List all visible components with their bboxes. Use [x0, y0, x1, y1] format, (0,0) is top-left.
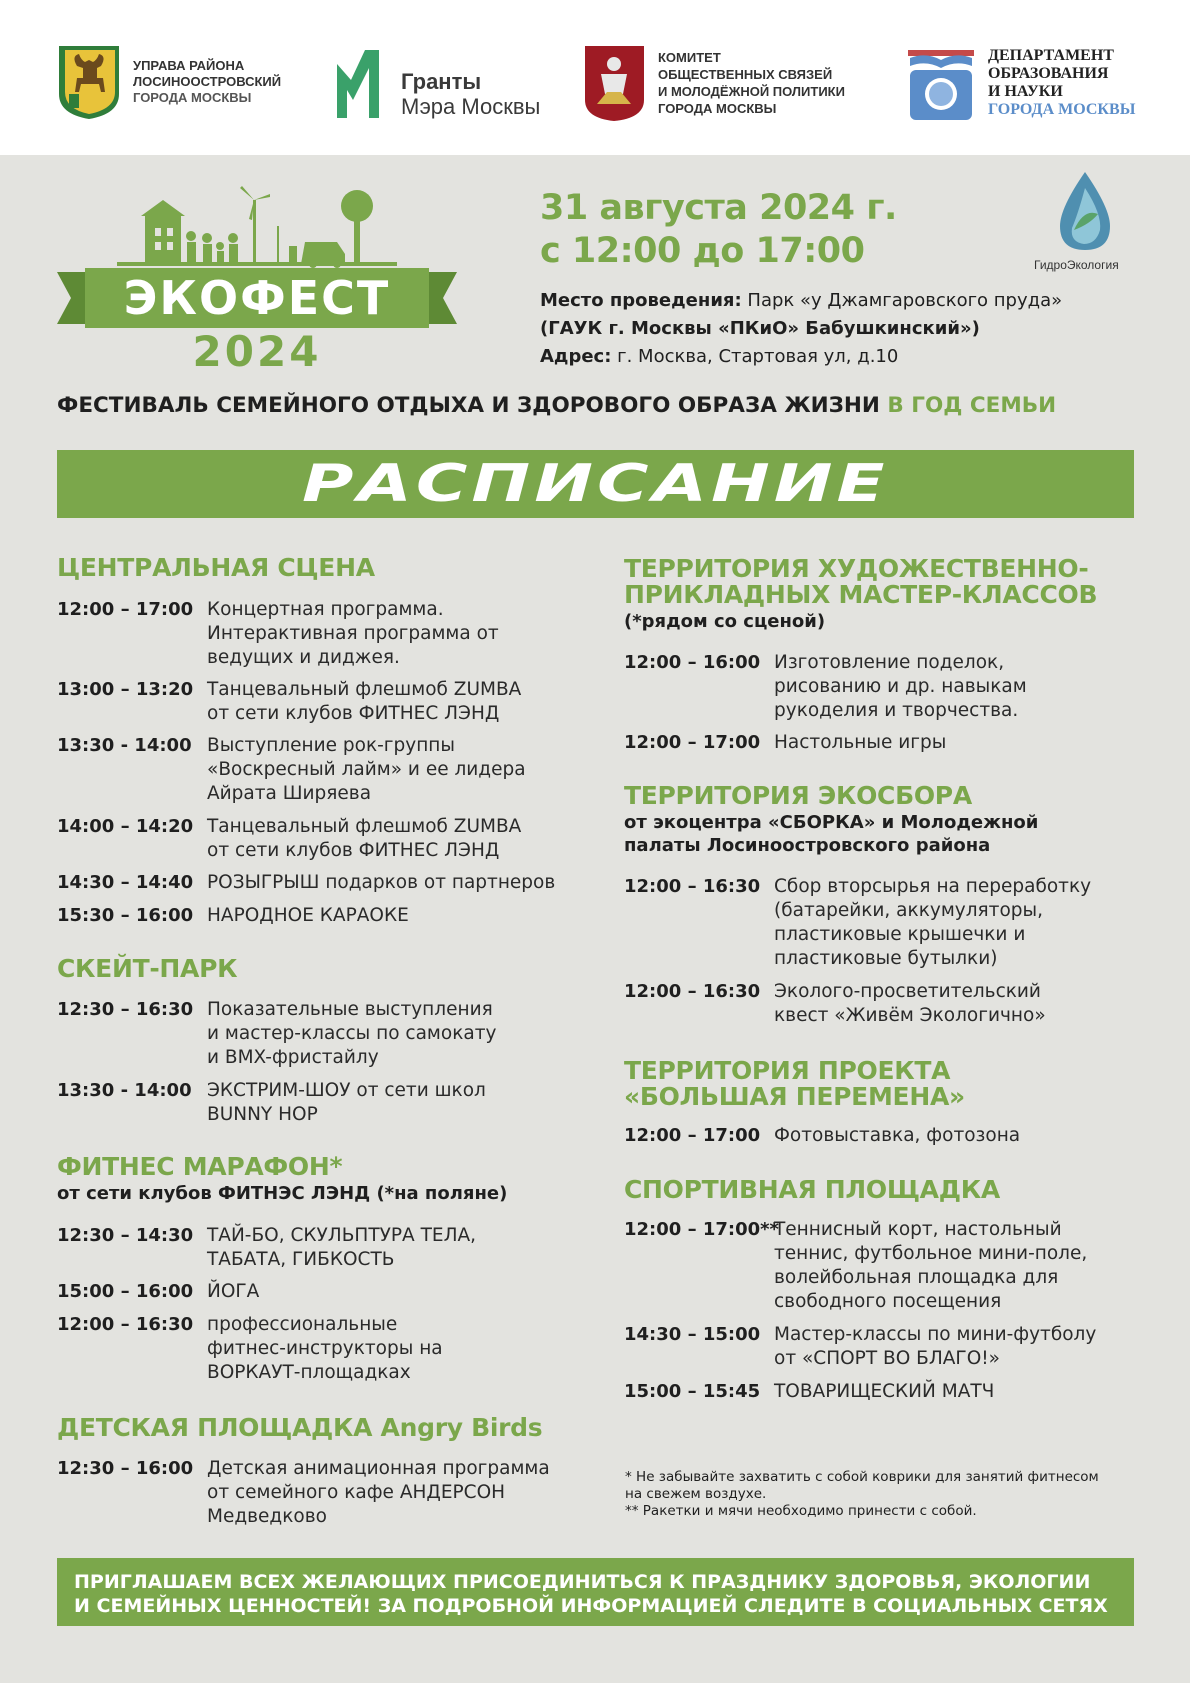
festival-headline-main: ФЕСТИВАЛЬ СЕМЕЙНОГО ОТДЫХА И ЗДОРОВОГО ОБРАЗА ЖИЗНИ — [57, 393, 888, 418]
section-title: ФИТНЕС МАРАФОН* — [57, 1152, 343, 1181]
row-desc: Танцевальный флешмоб ZUMBA от сети клубов ФИТНЕС ЛЭНД — [207, 679, 522, 724]
festival-headline — [57, 393, 1056, 418]
schedule-row — [57, 1457, 550, 1529]
row-time: 12:00 – 17:00 — [57, 599, 194, 620]
section-title: ЦЕНТРАЛЬНАЯ СЦЕНА — [57, 553, 375, 582]
venue-label: Место проведения: — [540, 290, 742, 311]
row-desc: Выступление рок-группы «Воскресный лайм» и ее лидера Айрата Ширяева — [207, 735, 526, 804]
moose-emblem-icon — [57, 44, 121, 120]
row-time: 12:30 – 16:00 — [57, 1458, 194, 1479]
section-subtitle-line-2: палаты Лосиноостровского района — [624, 835, 991, 856]
schedule-row — [57, 871, 555, 895]
schedule-row — [57, 1224, 476, 1272]
row-time: 15:30 – 16:00 — [57, 905, 194, 926]
section-title-line-1: ТЕРРИТОРИЯ ПРОЕКТА — [624, 1056, 951, 1085]
schedule-row — [57, 678, 521, 726]
row-time: 12:00 – 16:30 — [624, 981, 761, 1002]
dept-line-2: ОБРАЗОВАНИЯ — [988, 65, 1109, 82]
event-date: 31 августа 2024 г. — [540, 188, 897, 228]
schedule-row — [57, 598, 499, 670]
grants-logo — [331, 44, 540, 122]
row-time: 13:30 - 14:00 — [57, 1080, 192, 1101]
row-time: 13:30 - 14:00 — [57, 735, 192, 756]
row-desc: Мастер-классы по мини-футболу от «СПОРТ ВО БЛАГО!» — [774, 1324, 1097, 1369]
section-sports-ground — [624, 1177, 1000, 1203]
section-title: СПОРТИВНАЯ ПЛОЩАДКА — [624, 1175, 1000, 1204]
schedule-banner — [57, 450, 1134, 518]
section-eco-collection — [624, 783, 1038, 857]
row-desc: ЙОГА — [207, 1281, 260, 1302]
section-title: ДЕТСКАЯ ПЛОЩАДКА Angry Birds — [57, 1413, 543, 1442]
grants-line-2: Мэра Москвы — [401, 94, 541, 119]
row-desc: Эколого-просветительский квест «Живём Экологично» — [774, 981, 1046, 1026]
schedule-title: РАСПИСАНИЕ — [302, 454, 889, 514]
row-time: 12:30 – 16:30 — [57, 999, 194, 1020]
section-title: СКЕЙТ-ПАРК — [57, 954, 238, 983]
schedule-row — [624, 1218, 1087, 1314]
venue-block — [540, 287, 1062, 371]
hydroecology-drop-icon — [1050, 168, 1120, 258]
row-time: 14:30 – 15:00 — [624, 1324, 761, 1345]
moscow-coat-of-arms-icon — [583, 44, 646, 122]
row-time: 13:00 – 13:20 — [57, 679, 194, 700]
row-desc: Показательные выступления и мастер-классы по самокату и BMX-фристайлу — [207, 999, 497, 1068]
ecofest-year: 2024 — [192, 327, 322, 372]
schedule-row — [624, 1124, 1020, 1148]
row-desc: Сбор вторсырья на переработку (батарейки, аккумуляторы, пластиковые крышечки и пластиковые бутылки) — [774, 876, 1092, 969]
schedule-row — [57, 904, 409, 928]
grants-m-icon — [331, 44, 393, 122]
schedule-row — [624, 980, 1046, 1028]
uprava-line-1: УПРАВА РАЙОНА — [133, 58, 245, 73]
row-desc: ЭКСТРИМ-ШОУ от сети школ BUNNY HOP — [207, 1080, 486, 1125]
schedule-row — [624, 875, 1091, 971]
section-crafts — [624, 556, 1097, 633]
row-desc: Танцевальный флешмоб ZUMBA от сети клубов ФИТНЕС ЛЭНД — [207, 816, 522, 861]
row-desc: Концертная программа. Интерактивная программа от ведущих и диджея. — [207, 599, 499, 668]
schedule-row — [57, 1280, 259, 1304]
section-big-change — [624, 1058, 965, 1110]
uprava-logo — [57, 44, 281, 120]
section-title-line-2: «БОЛЬШАЯ ПЕРЕМЕНА» — [624, 1082, 965, 1111]
schedule-row — [624, 731, 946, 755]
schedule-row — [57, 998, 496, 1070]
hydroecology-name: ГидроЭкология — [1034, 258, 1119, 272]
section-title-line-2: ПРИКЛАДНЫХ МАСТЕР-КЛАССОВ — [624, 580, 1098, 609]
row-desc: Изготовление поделок, рисованию и др. навыкам рукоделия и творчества. — [774, 652, 1027, 721]
footnote-mats: * Не забывайте захватить с собой коврики для занятий фитнесом на свежем воздухе. — [625, 1469, 1099, 1502]
row-desc: Детская анимационная программа от семейного кафе АНДЕРСОН Медведково — [207, 1458, 550, 1527]
section-central-stage — [57, 555, 375, 581]
dept-logo — [906, 42, 1135, 124]
section-subtitle-line-1: от экоцентра «СБОРКА» и Молодежной — [624, 812, 1039, 833]
address-value: г. Москва, Стартовая ул, д.10 — [611, 346, 899, 367]
uprava-line-3: ГОРОДА МОСКВЫ — [133, 90, 252, 105]
section-title: ТЕРРИТОРИЯ ЭКОСБОРА — [624, 781, 972, 810]
schedule-row — [57, 815, 521, 863]
row-desc: ТОВАРИЩЕСКИЙ МАТЧ — [774, 1381, 995, 1402]
dept-line-4: ГОРОДА МОСКВЫ — [988, 101, 1136, 118]
grants-line-1: Гранты — [401, 69, 482, 94]
komitet-line-1: КОМИТЕТ — [658, 50, 721, 65]
footnote-rackets: ** Ракетки и мячи необходимо принести с собой. — [625, 1503, 977, 1519]
row-desc: профессиональные фитнес-инструкторы на ВОРКАУТ-площадках — [207, 1314, 443, 1383]
row-time: 12:30 – 14:30 — [57, 1225, 194, 1246]
city-silhouette-icon — [117, 186, 397, 268]
sponsor-header — [0, 0, 1190, 155]
schedule-row — [624, 651, 1027, 723]
row-desc: РОЗЫГРЫШ подарков от партнеров — [207, 872, 556, 893]
komitet-line-2: ОБЩЕСТВЕННЫХ СВЯЗЕЙ — [658, 67, 833, 82]
row-time: 12:00 – 16:30 — [57, 1314, 194, 1335]
ecofest-logo — [57, 176, 457, 372]
section-subtitle: (*рядом со сценой) — [624, 611, 826, 632]
row-time: 12:00 – 17:00** — [624, 1219, 779, 1240]
komitet-line-3: И МОЛОДЁЖНОЙ ПОЛИТИКИ — [658, 84, 845, 99]
row-desc: Настольные игры — [774, 732, 947, 753]
open-book-globe-icon — [906, 42, 976, 124]
dept-line-1: ДЕПАРТАМЕНТ — [988, 47, 1114, 64]
section-fitness-marathon — [57, 1154, 507, 1205]
schedule-row — [57, 734, 526, 806]
row-time: 14:00 – 14:20 — [57, 816, 194, 837]
festival-headline-accent: В ГОД СЕМЬИ — [887, 393, 1057, 418]
section-subtitle: от сети клубов ФИТНЭС ЛЭНД (*на поляне) — [57, 1183, 508, 1204]
dept-line-3: И НАУКИ — [988, 83, 1063, 100]
uprava-line-2: ЛОСИНООСТРОВСКИЙ — [133, 74, 282, 89]
section-kids-playground — [57, 1415, 542, 1441]
row-time: 12:00 – 16:00 — [624, 652, 761, 673]
section-title-line-1: ТЕРРИТОРИЯ ХУДОЖЕСТВЕННО- — [624, 554, 1089, 583]
footer-line-2: И СЕМЕЙНЫХ ЦЕННОСТЕЙ! ЗА ПОДРОБНОЙ ИНФОРМАЦИЕЙ СЛЕДИТЕ В СОЦИАЛЬНЫХ СЕТЯХ — [74, 1595, 1108, 1617]
row-time: 12:00 – 17:00 — [624, 1125, 761, 1146]
row-time: 12:00 – 17:00 — [624, 732, 761, 753]
row-time: 12:00 – 16:30 — [624, 876, 761, 897]
komitet-line-4: ГОРОДА МОСКВЫ — [658, 101, 777, 116]
schedule-row — [57, 1079, 486, 1127]
row-desc: ТАЙ-БО, СКУЛЬПТУРА ТЕЛА, ТАБАТА, ГИБКОСТЬ — [207, 1225, 477, 1270]
schedule-row — [624, 1380, 994, 1404]
event-time: с 12:00 до 17:00 — [540, 231, 865, 271]
row-desc: Фотовыставка, фотозона — [774, 1125, 1021, 1146]
footer-invitation — [57, 1558, 1134, 1626]
row-time: 14:30 – 14:40 — [57, 872, 194, 893]
row-time: 15:00 – 16:00 — [57, 1281, 194, 1302]
row-time: 15:00 – 15:45 — [624, 1381, 761, 1402]
ecofest-word: ЭКОФЕСТ — [123, 271, 391, 325]
schedule-row — [624, 1323, 1096, 1371]
row-desc: НАРОДНОЕ КАРАОКЕ — [207, 905, 409, 926]
venue-value: Парк «у Джамгаровского пруда» — [741, 290, 1063, 311]
address-label: Адрес: — [540, 346, 612, 367]
section-skate-park — [57, 956, 237, 982]
row-desc: Теннисный корт, настольный теннис, футбольное мини-поле, волейбольная площадка для свободного посещения — [774, 1219, 1088, 1312]
komitet-logo — [583, 44, 845, 122]
footer-line-1: ПРИГЛАШАЕМ ВСЕХ ЖЕЛАЮЩИХ ПРИСОЕДИНИТЬСЯ К ПРАЗДНИКУ ЗДОРОВЬЯ, ЭКОЛОГИИ — [74, 1571, 1091, 1593]
venue-org: (ГАУК г. Москвы «ПКиО» Бабушкинский») — [540, 318, 980, 339]
schedule-row — [57, 1313, 443, 1385]
